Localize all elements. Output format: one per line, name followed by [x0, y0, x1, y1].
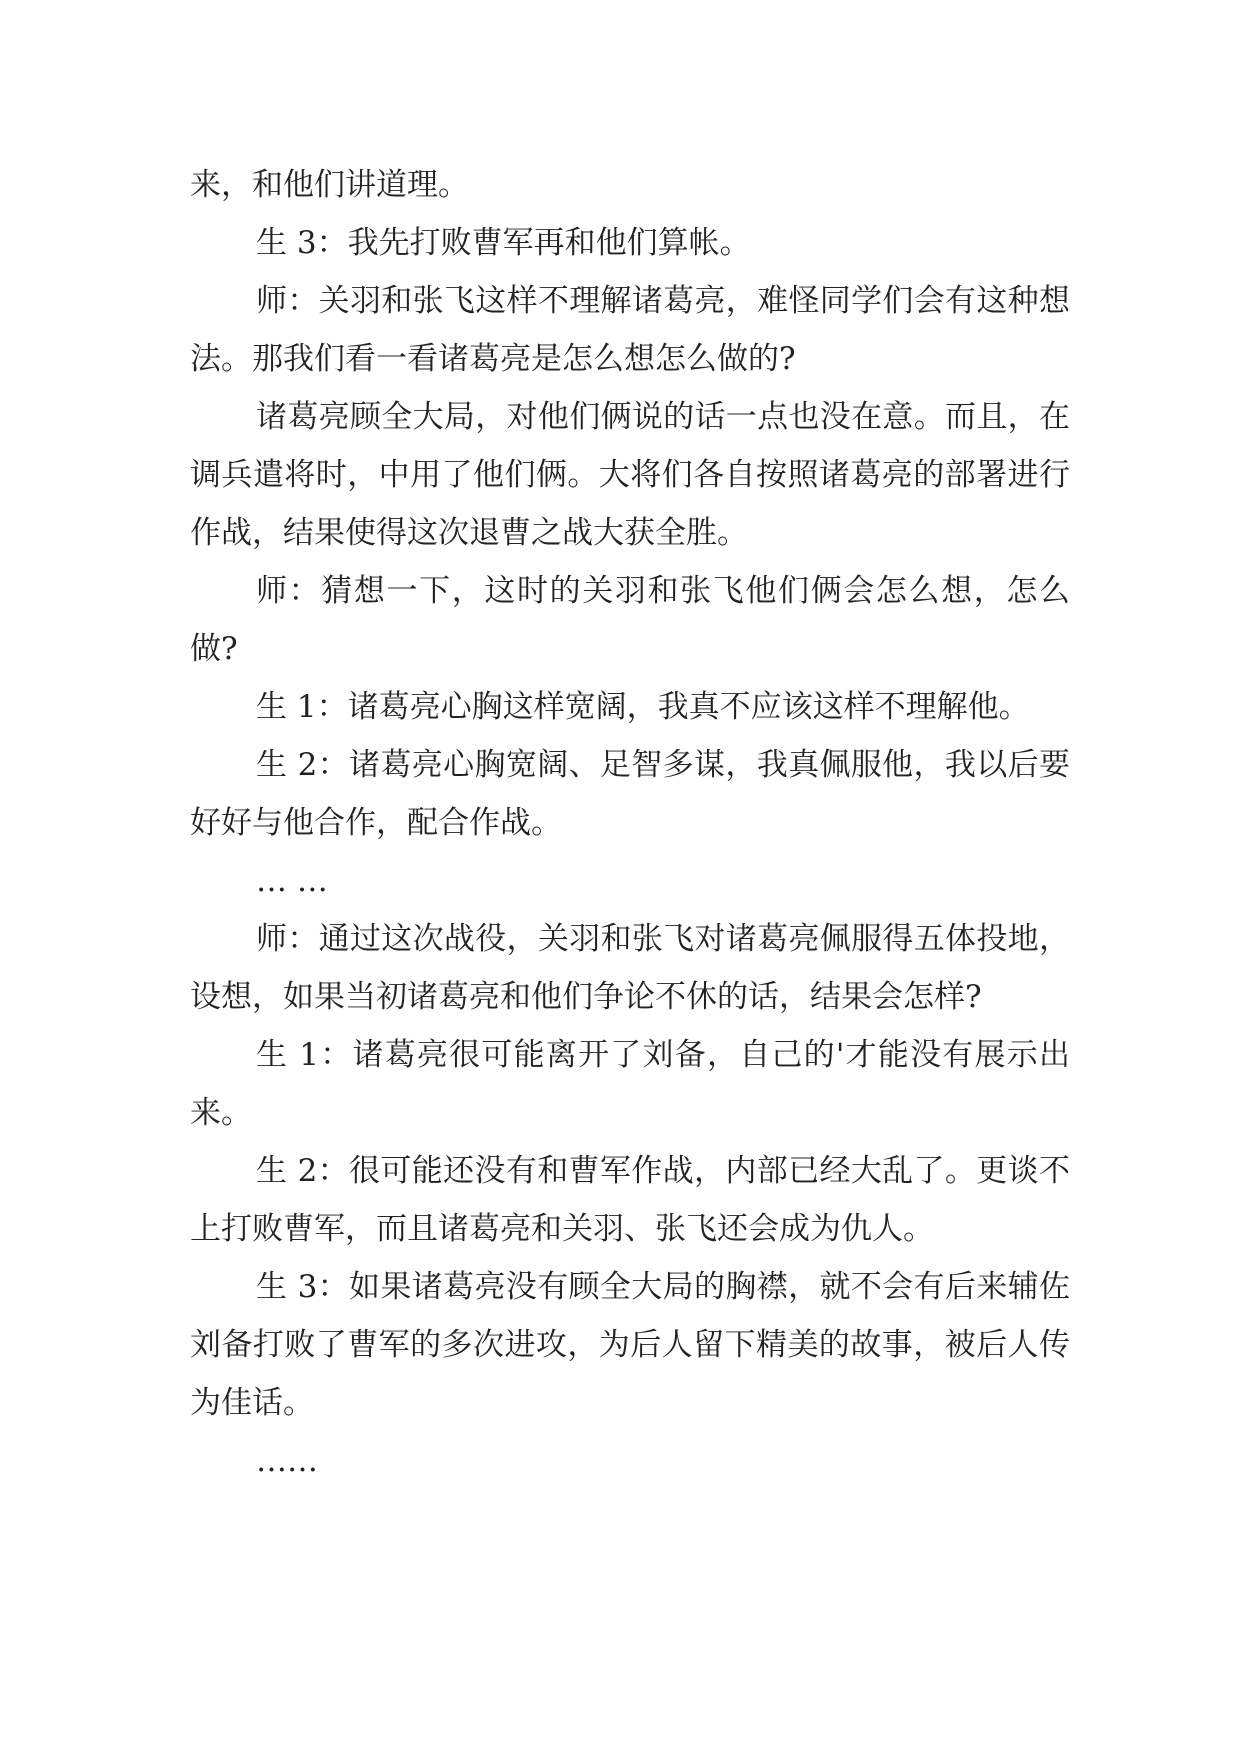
paragraph-narration: 诸葛亮顾全大局，对他们俩说的话一点也没在意。而且，在调兵遣将时，中用了他们俩。大将们各自按照诸葛亮的部署进行作战，结果使得这次退曹之战大获全胜。: [190, 399, 1070, 551]
paragraph-student1-reply: 生 1：诸葛亮很可能离开了刘备，自己的'才能没有展示出来。: [190, 1037, 1070, 1131]
paragraph-continuation: 来，和他们讲道理。: [190, 167, 469, 203]
paragraph-student2-answer: 生 2：诸葛亮心胸宽阔、足智多谋，我真佩服他，我以后要好好与他合作，配合作战。: [190, 747, 1070, 841]
paragraph-teacher-question: 师：关羽和张飞这样不理解诸葛亮，难怪同学们会有这种想法。那我们看一看诸葛亮是怎么想怎么做的?: [190, 283, 1070, 377]
paragraph-final-ellipsis: ……: [256, 1443, 318, 1479]
paragraph-student3-answer: 生 3：我先打败曹军再和他们算帐。: [256, 225, 751, 261]
paragraph-student3-reply: 生 3：如果诸葛亮没有顾全大局的胸襟，就不会有后来辅佐刘备打败了曹军的多次进攻，为后人留下精美的故事，被后人传为佳话。: [190, 1269, 1070, 1421]
paragraph-student1-answer: 生 1：诸葛亮心胸这样宽阔，我真不应该这样不理解他。: [256, 689, 1030, 725]
paragraph-student2-reply: 生 2：很可能还没有和曹军作战，内部已经大乱了。更谈不上打败曹军，而且诸葛亮和关羽、张飞还会成为仇人。: [190, 1153, 1070, 1247]
document-body: [190, 156, 1070, 1490]
paragraph-ellipsis: … …: [256, 863, 328, 899]
paragraph-teacher-guess: 师：猜想一下，这时的关羽和张飞他们俩会怎么想，怎么做?: [190, 573, 1070, 667]
paragraph-teacher-imagine: 师：通过这次战役，关羽和张飞对诸葛亮佩服得五体投地，设想，如果当初诸葛亮和他们争论不休的话，结果会怎样?: [190, 921, 1070, 1015]
